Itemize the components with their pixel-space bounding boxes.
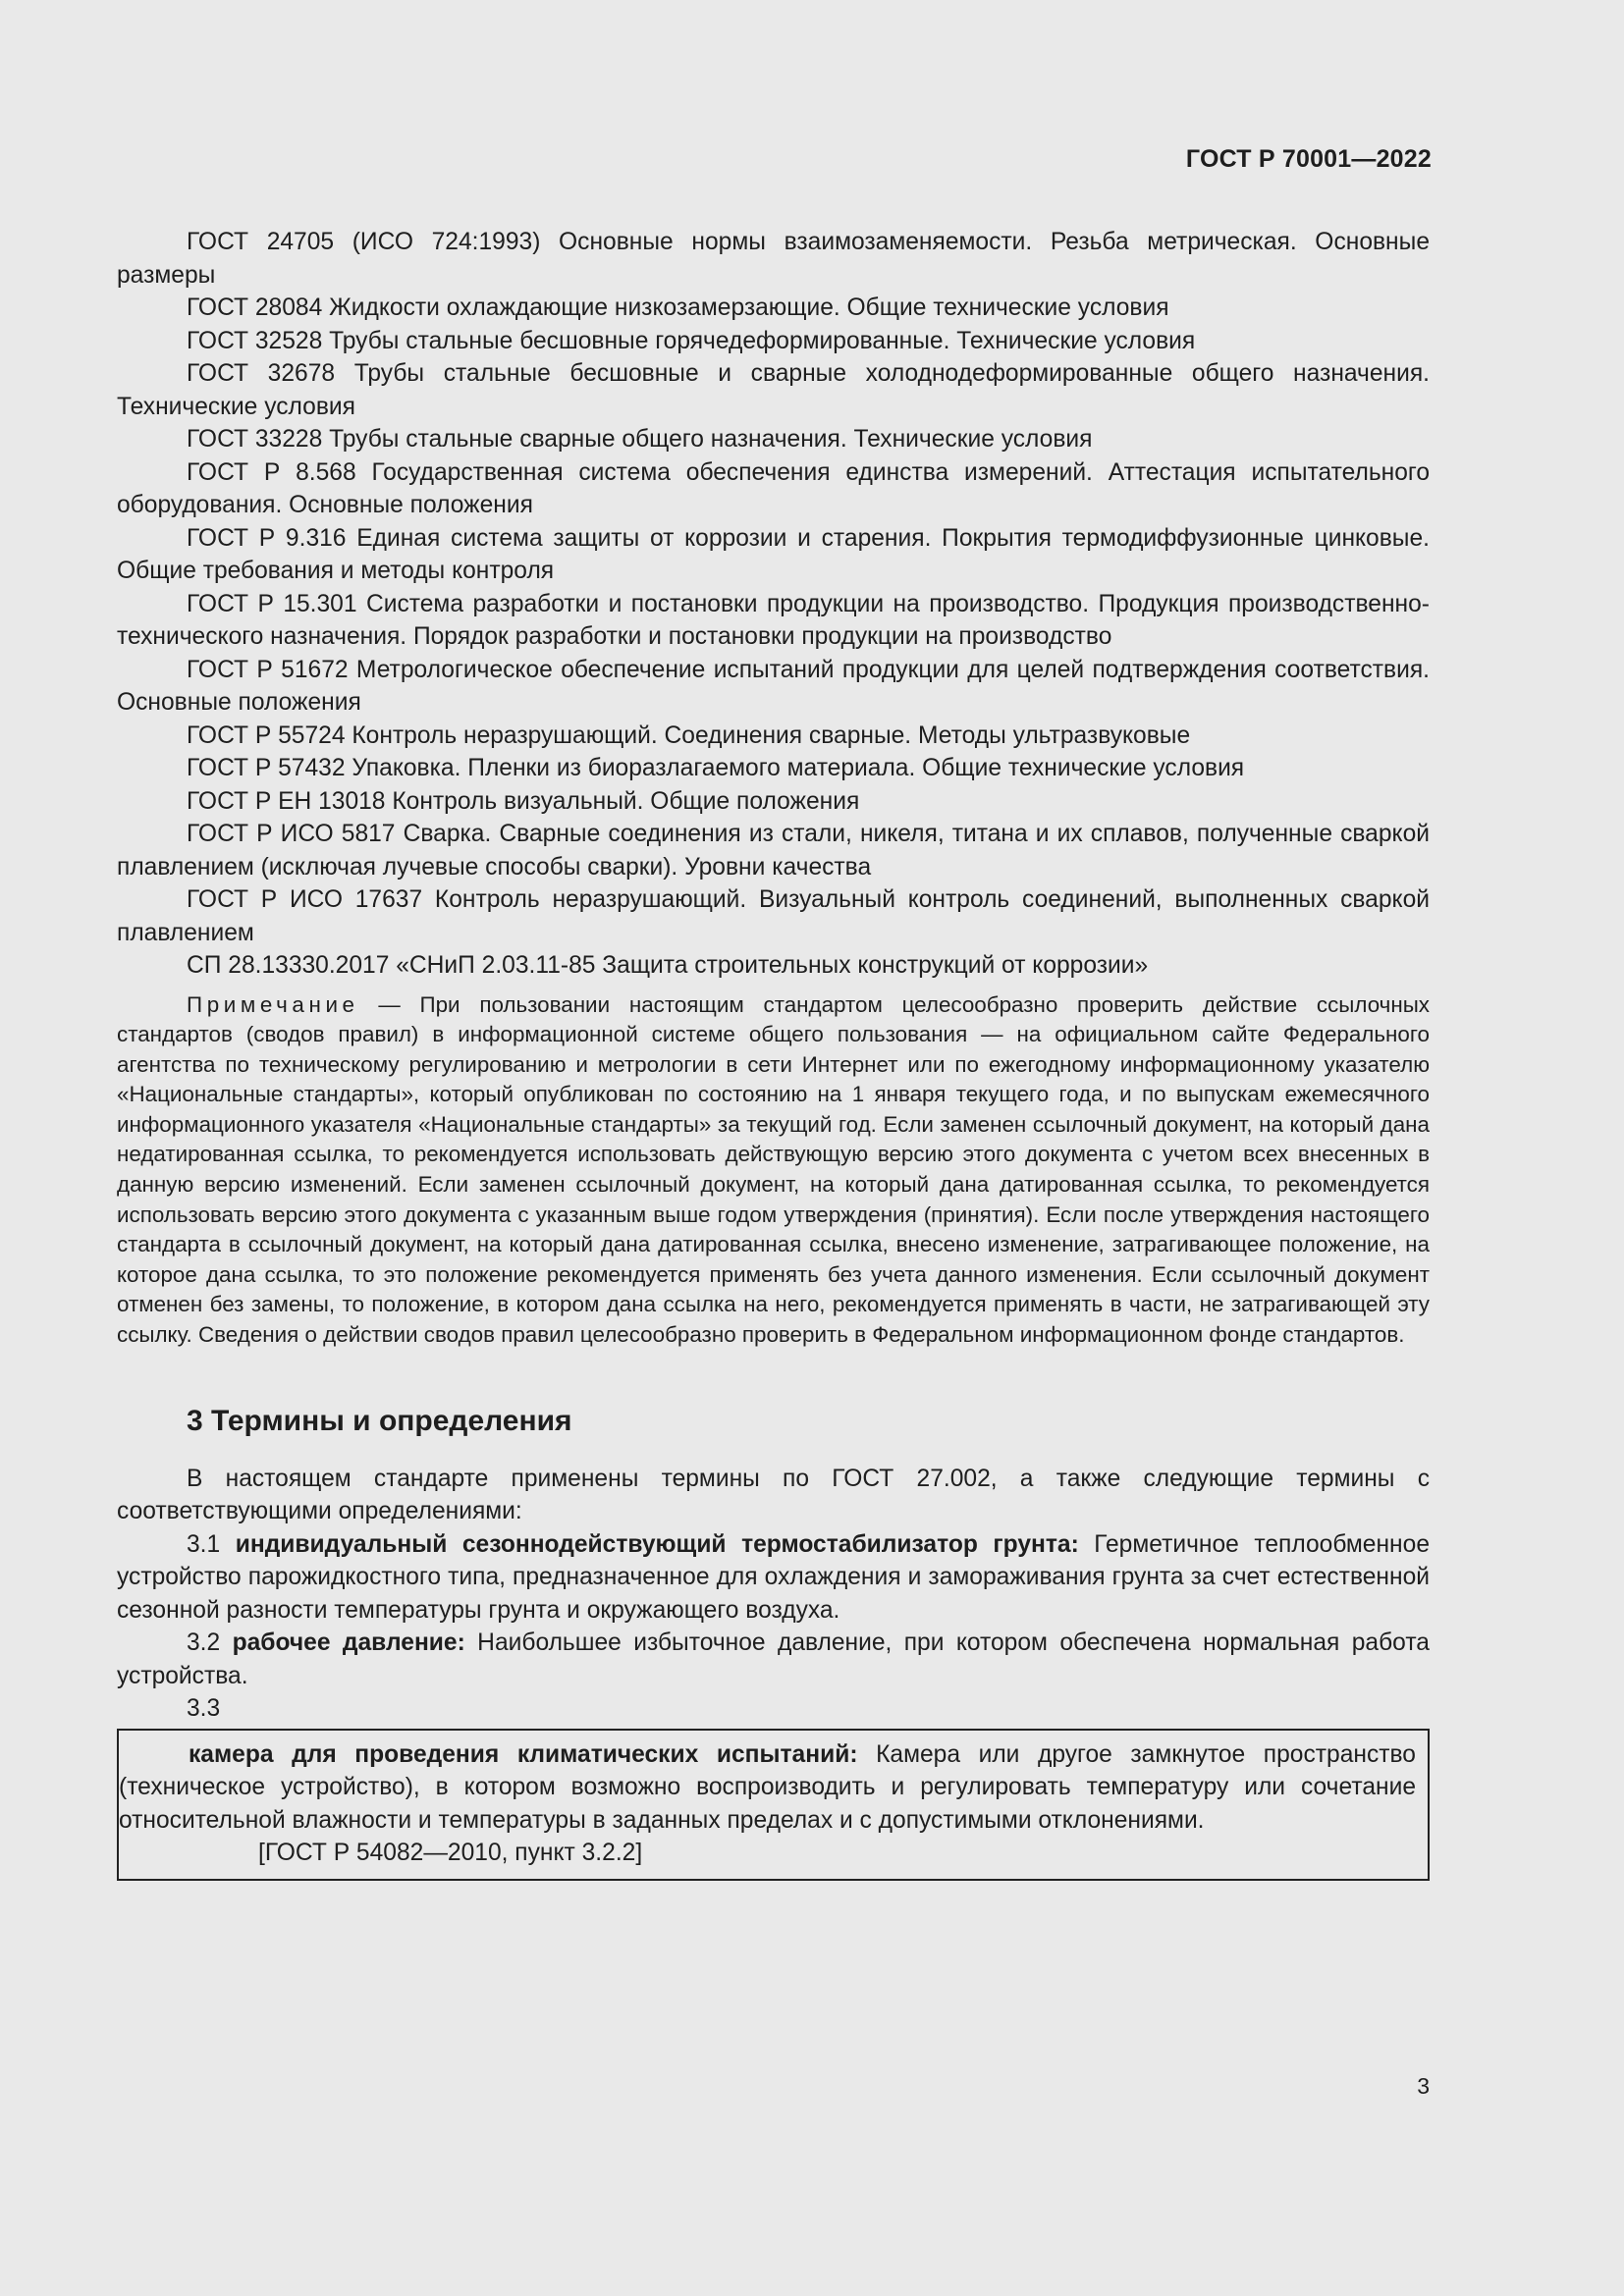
reference-item: ГОСТ 33228 Трубы стальные сварные общего назначения. Технические условия bbox=[187, 426, 1093, 453]
section-intro: В настоящем стандарте применены термины по ГОСТ 27.002, а также следующие термины с соответствующими определениями: bbox=[117, 1465, 1430, 1525]
note-paragraph bbox=[117, 990, 1430, 1351]
term-name: индивидуальный сезоннодействующий термостабилизатор грунта: bbox=[235, 1530, 1079, 1558]
term-source-reference: [ГОСТ Р 54082—2010, пункт 3.2.2] bbox=[258, 1840, 643, 1867]
term-number: 3.2 bbox=[187, 1629, 233, 1657]
reference-item: ГОСТ 32678 Трубы стальные бесшовные и сварные холоднодеформированные общего назначения. Технические условия bbox=[117, 360, 1430, 420]
reference-item: ГОСТ Р 15.301 Система разработки и постановки продукции на производство. Продукция производственно-технического назначения. Порядок разработки и постановки продукции на производство bbox=[117, 590, 1430, 650]
reference-item: ГОСТ Р ИСО 5817 Сварка. Сварные соединения из стали, никеля, титана и их сплавов, полученные сваркой плавлением (исключая лучевые способы сварки). Уровни качества bbox=[117, 821, 1430, 881]
term-name: рабочее давление: bbox=[232, 1629, 465, 1657]
term-3-3-box bbox=[117, 1729, 1430, 1881]
term-definition: Камера или другое замкнутое пространство (техническое устройство), в котором возможно воспроизводить и регулировать температуру или сочетание относительной влажности и температуры в заданных пределах и с допустимыми отклонениями. bbox=[119, 1740, 1416, 1834]
term-3-3-number: 3.3 bbox=[187, 1695, 221, 1723]
term-name: камера для проведения климатических испытаний: bbox=[189, 1740, 858, 1768]
reference-item: ГОСТ Р 57432 Упаковка. Пленки из биоразлагаемого материала. Общие технические условия bbox=[187, 755, 1245, 781]
reference-item: СП 28.13330.2017 «СНиП 2.03.11-85 Защита строительных конструкций от коррозии» bbox=[187, 952, 1149, 979]
term-3-2 bbox=[117, 1627, 1430, 1692]
page-content bbox=[117, 226, 1430, 1881]
reference-item: ГОСТ 32528 Трубы стальные бесшовные горячедеформированные. Технические условия bbox=[187, 327, 1196, 354]
document-code-header: ГОСТ Р 70001—2022 bbox=[1185, 145, 1432, 173]
note-label: Примечание bbox=[187, 991, 359, 1017]
note-text: — При пользовании настоящим стандартом целесообразно проверить действие ссылочных стандартов (сводов правил) в информационной системе общего пользования — на официальном сайте Федерального агентства по техническому регулированию и метрологии в сети Интернет или по ежегодному информационному указателю «Национальные стандарты», который опубликован по состоянию на 1 января текущего года, и по выпускам ежемесячного информационного указателя «Национальные стандарты» за текущий год. Если заменен ссылочный документ, на который дана недатированная ссылка, то рекомендуется использовать действующую версию этого документа с учетом всех внесенных в данную версию изменений. Если заменен ссылочный документ, на который дана датированная ссылка, то рекомендуется использовать версию этого документа с указанным выше годом утверждения (принятия). Если после утверждения настоящего стандарта в ссылочный документ, на который дана датированная ссылка, внесено изменение, затрагивающее положение, на которое дана ссылка, то это положение рекомендуется применять без учета данного изменения. Если ссылочный документ отменен без замены, то положение, в котором дана ссылка на него, рекомендуется применять в части, не затрагивающей эту ссылку. Сведения о действии сводов правил целесообразно проверить в Федеральном информационном фонде стандартов. bbox=[117, 991, 1430, 1348]
reference-item: ГОСТ Р 8.568 Государственная система обеспечения единства измерений. Аттестация испытательного оборудования. Основные положения bbox=[117, 458, 1430, 518]
term-definition: Наибольшее избыточное давление, при котором обеспечена нормальная работа устройства. bbox=[117, 1629, 1430, 1689]
reference-item: ГОСТ 28084 Жидкости охлаждающие низкозамерзающие. Общие технические условия bbox=[187, 294, 1169, 321]
page-number: 3 bbox=[1417, 2073, 1430, 2099]
reference-item: ГОСТ Р 55724 Контроль неразрушающий. Соединения сварные. Методы ультразвуковые bbox=[187, 721, 1191, 749]
section-title: 3 Термины и определения bbox=[187, 1404, 572, 1437]
reference-item: ГОСТ Р 51672 Метрологическое обеспечение испытаний продукции для целей подтверждения соответствия. Основные положения bbox=[117, 656, 1430, 716]
reference-item: ГОСТ Р ЕН 13018 Контроль визуальный. Общие положения bbox=[187, 787, 860, 815]
term-number: 3.1 bbox=[187, 1530, 236, 1558]
term-3-3 bbox=[119, 1738, 1416, 1838]
reference-item: ГОСТ 24705 (ИСО 724:1993) Основные нормы взаимозаменяемости. Резьба метрическая. Основные размеры bbox=[117, 229, 1430, 289]
term-3-1 bbox=[117, 1528, 1430, 1628]
reference-item: ГОСТ Р 9.316 Единая система защиты от коррозии и старения. Покрытия термодиффузионные цинковые. Общие требования и методы контроля bbox=[117, 524, 1430, 584]
reference-item: ГОСТ Р ИСО 17637 Контроль неразрушающий. Визуальный контроль соединений, выполненных сваркой плавлением bbox=[117, 886, 1430, 946]
term-definition: Герметичное теплообменное устройство парожидкостного типа, предназначенное для охлаждения и замораживания грунта за счет естественной сезонной разности температуры грунта и окружающего воздуха. bbox=[117, 1530, 1430, 1624]
